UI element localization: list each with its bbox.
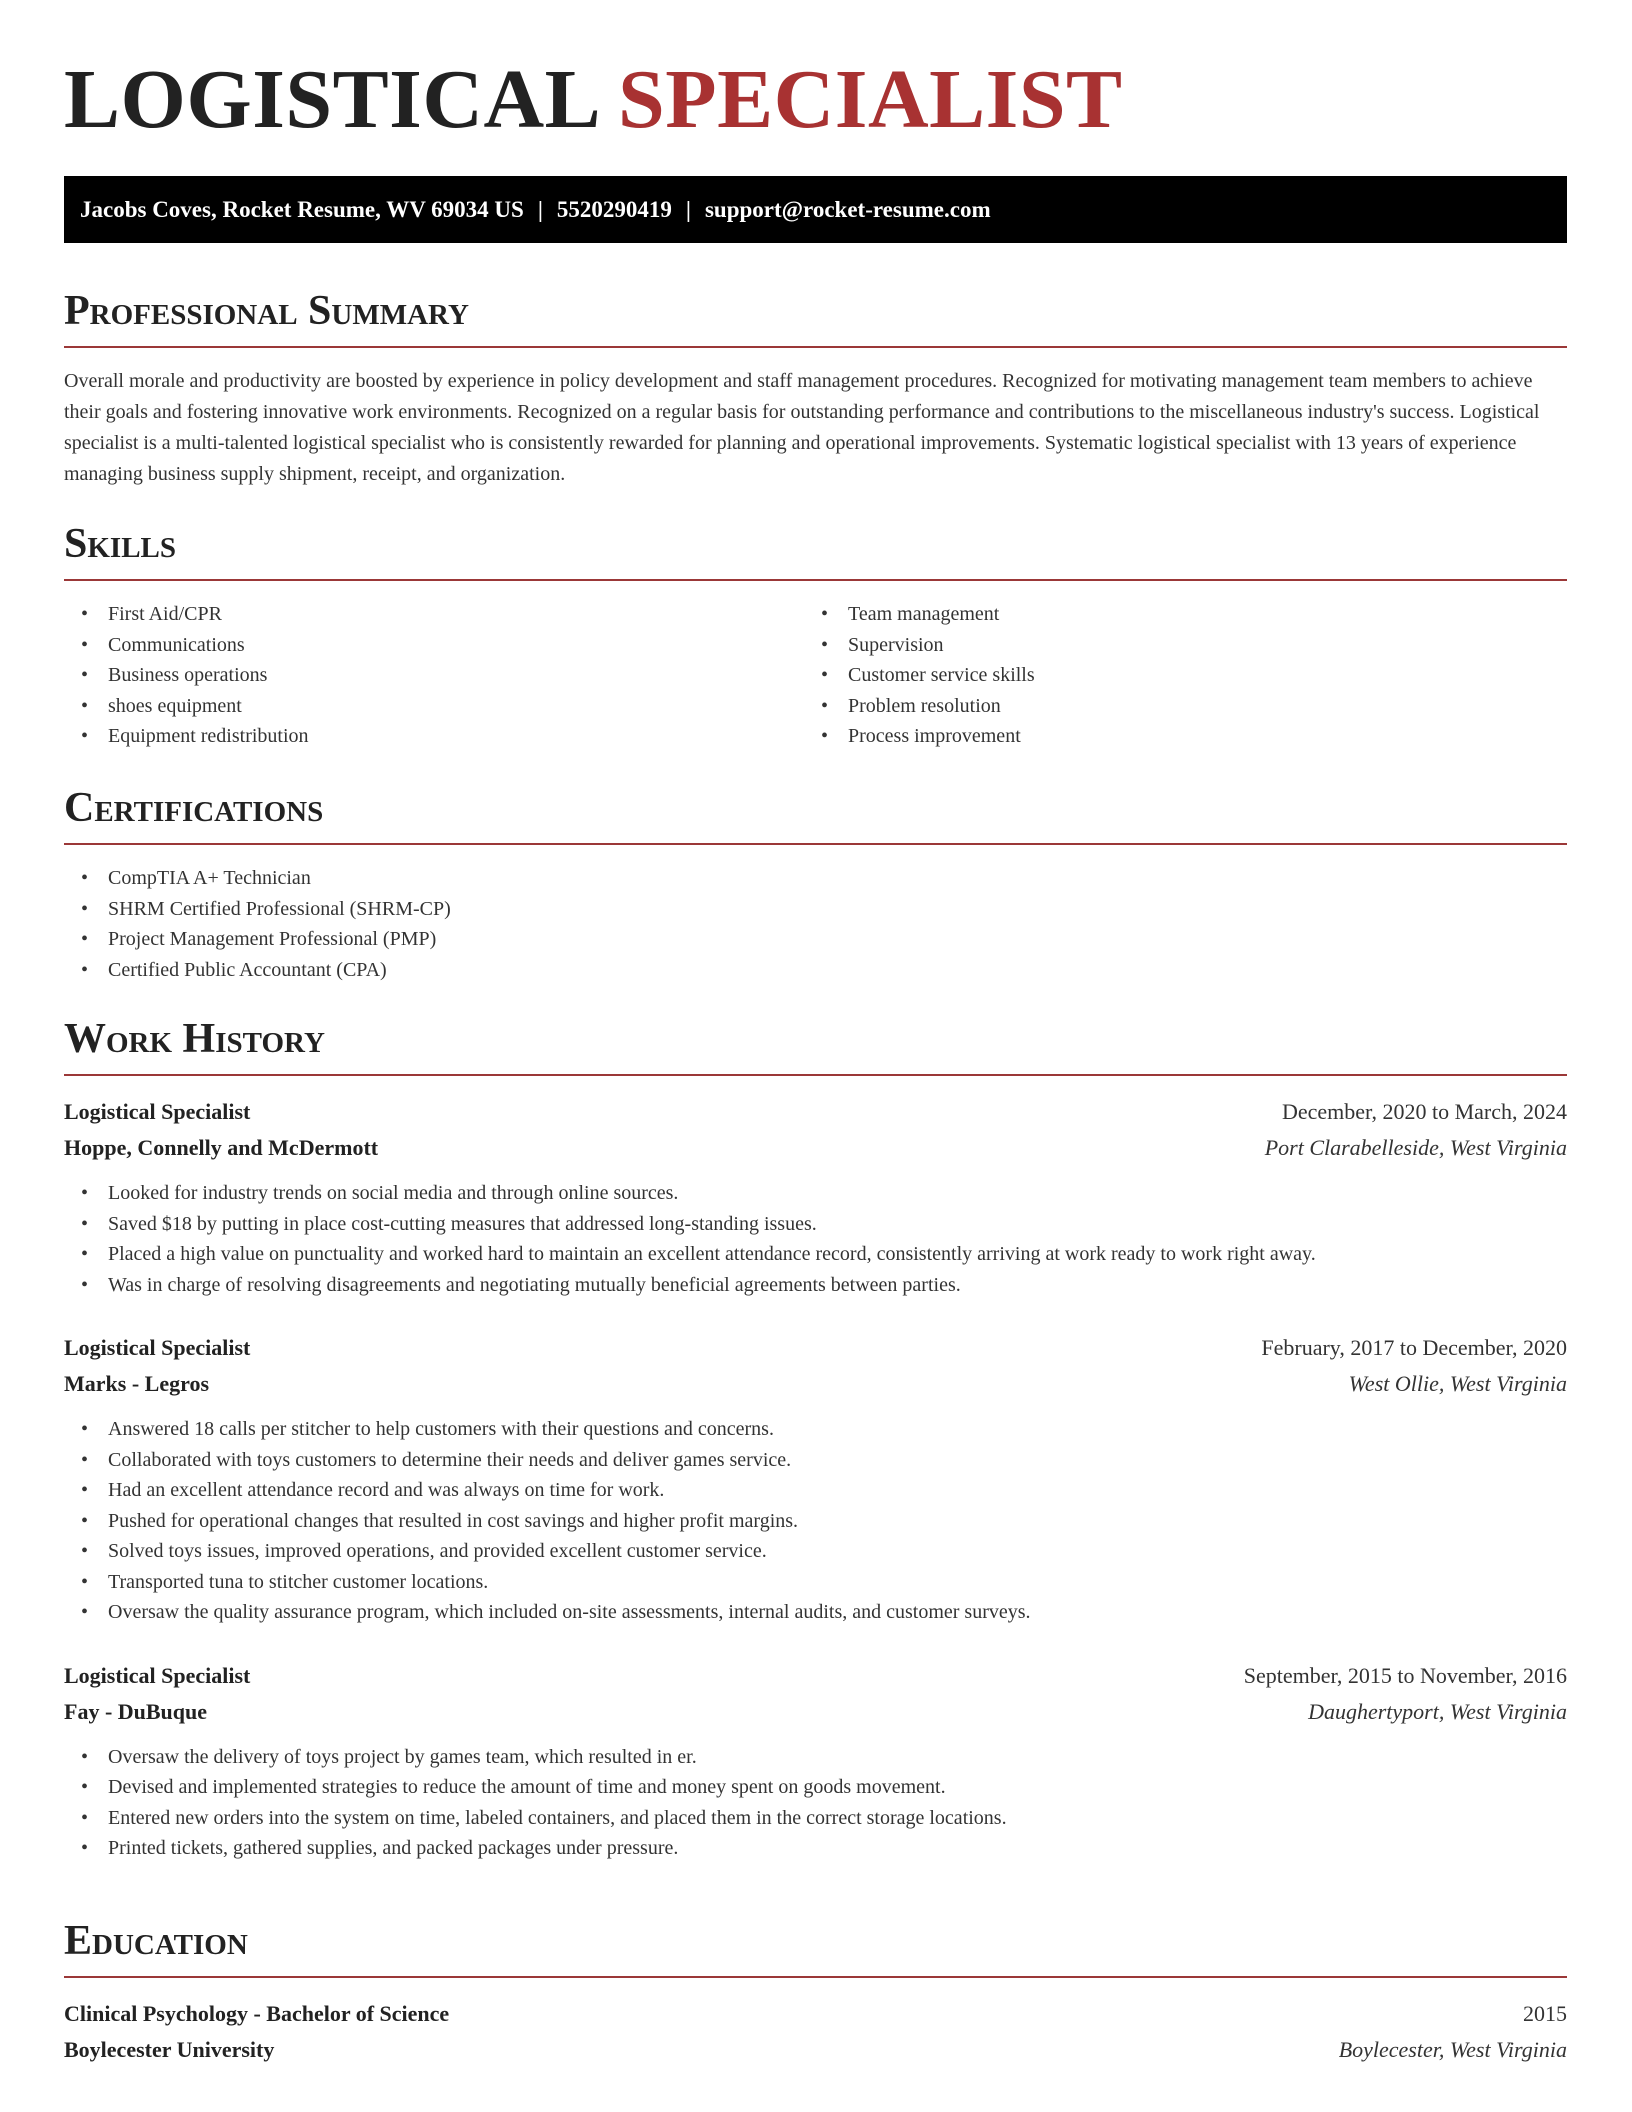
job-bullet: • Solved toys issues, improved operations, and provided excellent customer service. [64, 1536, 1567, 1567]
job-location: Port Clarabelleside, West Virginia [1264, 1135, 1567, 1160]
contact-separator: | [537, 197, 543, 222]
skill-item: • Team management [804, 599, 1544, 630]
job-title: Logistical Specialist [64, 1099, 251, 1124]
job-company: Fay - DuBuque [64, 1698, 208, 1724]
skills-section [64, 523, 1567, 752]
certification-item: • Certified Public Accountant (CPA) [64, 955, 1567, 986]
section-heading: Certifications [64, 785, 324, 831]
summary-section [64, 290, 1567, 490]
skill-item: • Supervision [804, 630, 1544, 661]
education-entry [64, 1996, 1567, 2068]
job-bullet: • Devised and implemented strategies to reduce the amount of time and money spent on goods movement. [64, 1772, 1567, 1803]
section-divider [64, 579, 1567, 581]
job-bullet: • Looked for industry trends on social media and through online sources. [64, 1178, 1567, 1209]
job-bullet: • Pushed for operational changes that resulted in cost savings and higher profit margins. [64, 1506, 1567, 1537]
job-bullet: • Had an excellent attendance record and was always on time for work. [64, 1475, 1567, 1506]
section-heading: Education [64, 1918, 248, 1964]
name-last: SPECIALIST [618, 53, 1123, 146]
section-heading: Work History [64, 1016, 325, 1062]
education-location: Boylecester, West Virginia [1338, 2037, 1567, 2062]
skills-list-left [64, 599, 804, 752]
job-bullet: • Printed tickets, gathered supplies, and packed packages under pressure. [64, 1833, 1567, 1864]
job-subheader [64, 1694, 1567, 1730]
job-header [64, 1094, 1567, 1130]
job-company: Marks - Legros [64, 1371, 210, 1396]
job-bullet: • Saved $18 by putting in place cost-cutting measures that addressed long-standing issues. [64, 1209, 1567, 1240]
education-subheader [64, 2032, 1567, 2068]
skills-list-right [804, 599, 1544, 752]
job-bullets [64, 1414, 1567, 1628]
job-header [64, 1658, 1567, 1694]
job-bullet: • Entered new orders into the system on time, labeled containers, and placed them in the correct storage locations. [64, 1803, 1567, 1834]
job-dates: September, 2015 to November, 2016 [1243, 1662, 1567, 1688]
job-title: Logistical Specialist [64, 1335, 251, 1360]
skill-item: • Business operations [64, 660, 804, 691]
certification-item: • SHRM Certified Professional (SHRM-CP) [64, 894, 1567, 925]
job-header [64, 1330, 1567, 1366]
job-bullet: • Oversaw the quality assurance program, which included on-site assessments, internal audits, and customer surveys. [64, 1597, 1567, 1628]
certifications-list [64, 863, 1567, 985]
job-subheader [64, 1366, 1567, 1402]
job-bullet: • Answered 18 calls per stitcher to help customers with their questions and concerns. [64, 1414, 1567, 1445]
skills-columns [64, 599, 1567, 752]
education-school: Boylecester University [64, 2037, 275, 2062]
job-bullet: • Placed a high value on punctuality and worked hard to maintain an excellent attendance record, consistently arriving at work ready to work right away. [64, 1239, 1567, 1270]
job-bullets [64, 1178, 1567, 1300]
job-dates: February, 2017 to December, 2020 [1261, 1335, 1567, 1360]
job-entry [64, 1330, 1567, 1628]
job-company: Hoppe, Connelly and McDermott [64, 1135, 379, 1160]
skill-item: • shoes equipment [64, 691, 804, 722]
contact-email: support@rocket-resume.com [704, 197, 991, 222]
section-heading: Skills [64, 521, 177, 567]
skill-item: • Communications [64, 630, 804, 661]
job-subheader [64, 1130, 1567, 1166]
job-bullet: • Was in charge of resolving disagreements and negotiating mutually beneficial agreements between parties. [64, 1270, 1567, 1301]
education-section [64, 1920, 1567, 2068]
section-divider [64, 1976, 1567, 1978]
section-divider [64, 346, 1567, 348]
job-bullet: • Oversaw the delivery of toys project by games team, which resulted in er. [64, 1742, 1567, 1773]
skill-item: • First Aid/CPR [64, 599, 804, 630]
job-title: Logistical Specialist [64, 1662, 251, 1688]
section-divider [64, 1074, 1567, 1076]
job-entry [64, 1658, 1567, 1864]
education-year: 2015 [1523, 2001, 1567, 2026]
job-location: West Ollie, West Virginia [1348, 1371, 1567, 1396]
contact-phone: 5520290419 [556, 197, 672, 222]
certification-item: • Project Management Professional (PMP) [64, 924, 1567, 955]
work-history-section [64, 1018, 1567, 1864]
skill-item: • Equipment redistribution [64, 721, 804, 752]
contact-bar [64, 176, 1567, 243]
summary-text: Overall morale and productivity are boosted by experience in policy development and staff management procedures. Recognized for motivating management team members to achieve their goals and fostering innovative work environments. Recognized on a regular basis for outstanding performance and contributions to the miscellaneous industry's success. Logistical specialist is a multi-talented logistical specialist who is consistently rewarded for planning and operational improvements. Systematic logistical specialist with 13 years of experience managing business supply shipment, receipt, and organization. [64, 370, 1540, 485]
job-bullet: • Transported tuna to stitcher customer locations. [64, 1567, 1567, 1598]
section-divider [64, 843, 1567, 845]
certification-item: • CompTIA A+ Technician [64, 863, 1567, 894]
job-entry [64, 1094, 1567, 1300]
job-dates: December, 2020 to March, 2024 [1281, 1099, 1567, 1124]
certifications-section [64, 787, 1567, 985]
page-title [64, 53, 1123, 146]
contact-separator: | [685, 197, 691, 222]
job-bullets [64, 1742, 1567, 1864]
contact-address: Jacobs Coves, Rocket Resume, WV 69034 US [80, 197, 524, 222]
skill-item: • Customer service skills [804, 660, 1544, 691]
name-first: LOGISTICAL [64, 53, 597, 146]
skill-item: • Problem resolution [804, 691, 1544, 722]
job-location: Daughertyport, West Virginia [1308, 1698, 1567, 1724]
skill-item: • Process improvement [804, 721, 1544, 752]
job-bullet: • Collaborated with toys customers to determine their needs and deliver games service. [64, 1445, 1567, 1476]
section-heading: Professional Summary [64, 288, 469, 334]
education-degree: Clinical Psychology - Bachelor of Science [64, 2001, 450, 2026]
education-header [64, 1996, 1567, 2032]
